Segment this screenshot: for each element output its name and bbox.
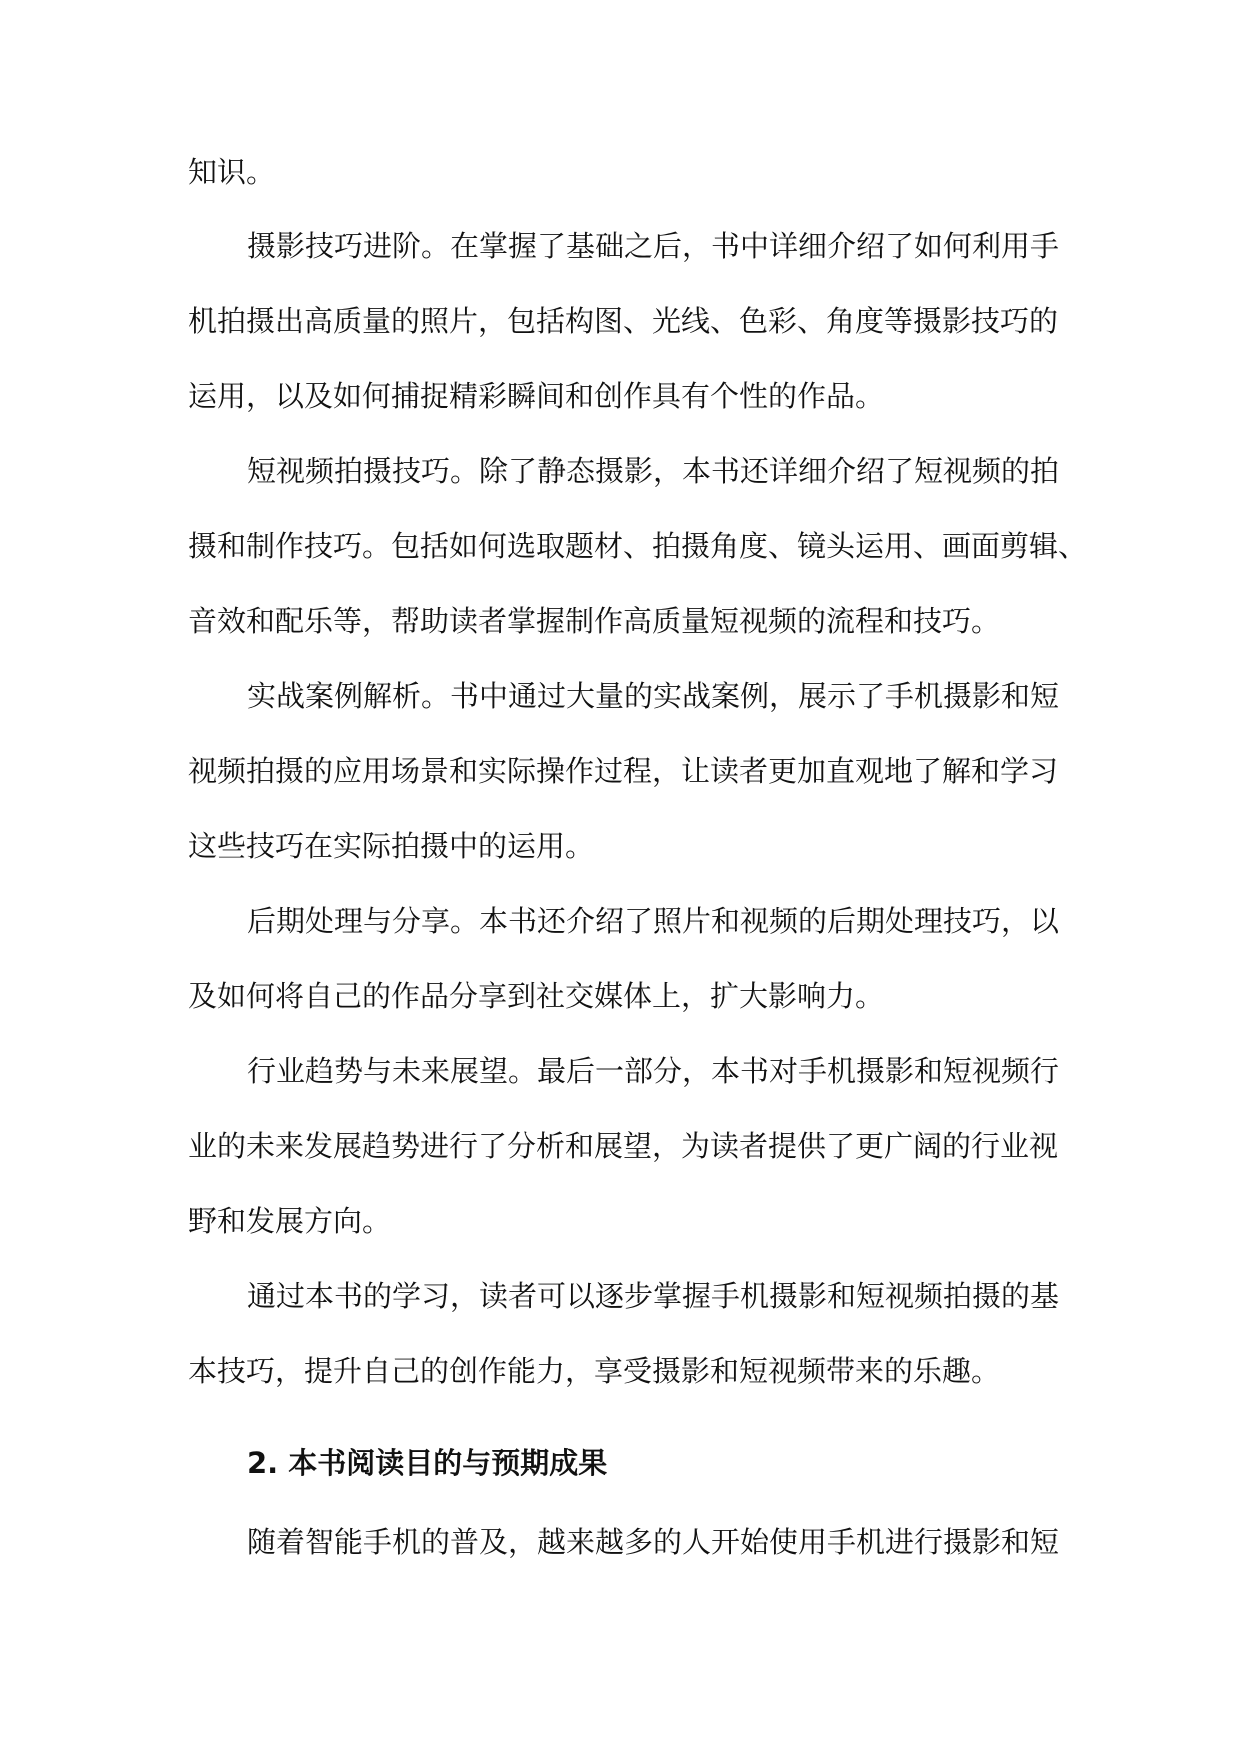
text-line: 知识。 — [188, 155, 276, 189]
text-line: 实战案例解析。书中通过大量的实战案例，展示了手机摄影和短 — [247, 679, 1060, 713]
text-line: 机拍摄出高质量的照片，包括构图、光线、色彩、角度等摄影技巧的 — [188, 304, 1059, 338]
text-line: 及如何将自己的作品分享到社交媒体上，扩大影响力。 — [188, 979, 885, 1013]
text-line: 行业趋势与未来展望。最后一部分，本书对手机摄影和短视频行 — [247, 1054, 1060, 1088]
text-line: 本技巧，提升自己的创作能力，享受摄影和短视频带来的乐趣。 — [188, 1354, 1001, 1388]
text-line: 后期处理与分享。本书还介绍了照片和视频的后期处理技巧，以 — [247, 904, 1060, 938]
text-line: 运用，以及如何捕捉精彩瞬间和创作具有个性的作品。 — [188, 379, 885, 413]
text-line: 音效和配乐等，帮助读者掌握制作高质量短视频的流程和技巧。 — [188, 604, 1001, 638]
text-line: 野和发展方向。 — [188, 1204, 392, 1238]
section-heading: 2. 本书阅读目的与预期成果 — [247, 1446, 608, 1480]
text-line: 业的未来发展趋势进行了分析和展望，为读者提供了更广阔的行业视 — [188, 1129, 1059, 1163]
text-line: 这些技巧在实际拍摄中的运用。 — [188, 829, 595, 863]
text-line: 视频拍摄的应用场景和实际操作过程，让读者更加直观地了解和学习 — [188, 754, 1059, 788]
text-line: 摄影技巧进阶。在掌握了基础之后，书中详细介绍了如何利用手 — [247, 229, 1060, 263]
text-line: 通过本书的学习，读者可以逐步掌握手机摄影和短视频拍摄的基 — [247, 1279, 1060, 1313]
text-line: 随着智能手机的普及，越来越多的人开始使用手机进行摄影和短 — [247, 1525, 1060, 1559]
text-line: 摄和制作技巧。包括如何选取题材、拍摄角度、镜头运用、画面剪辑、 — [188, 529, 1088, 563]
text-line: 短视频拍摄技巧。除了静态摄影，本书还详细介绍了短视频的拍 — [247, 454, 1060, 488]
